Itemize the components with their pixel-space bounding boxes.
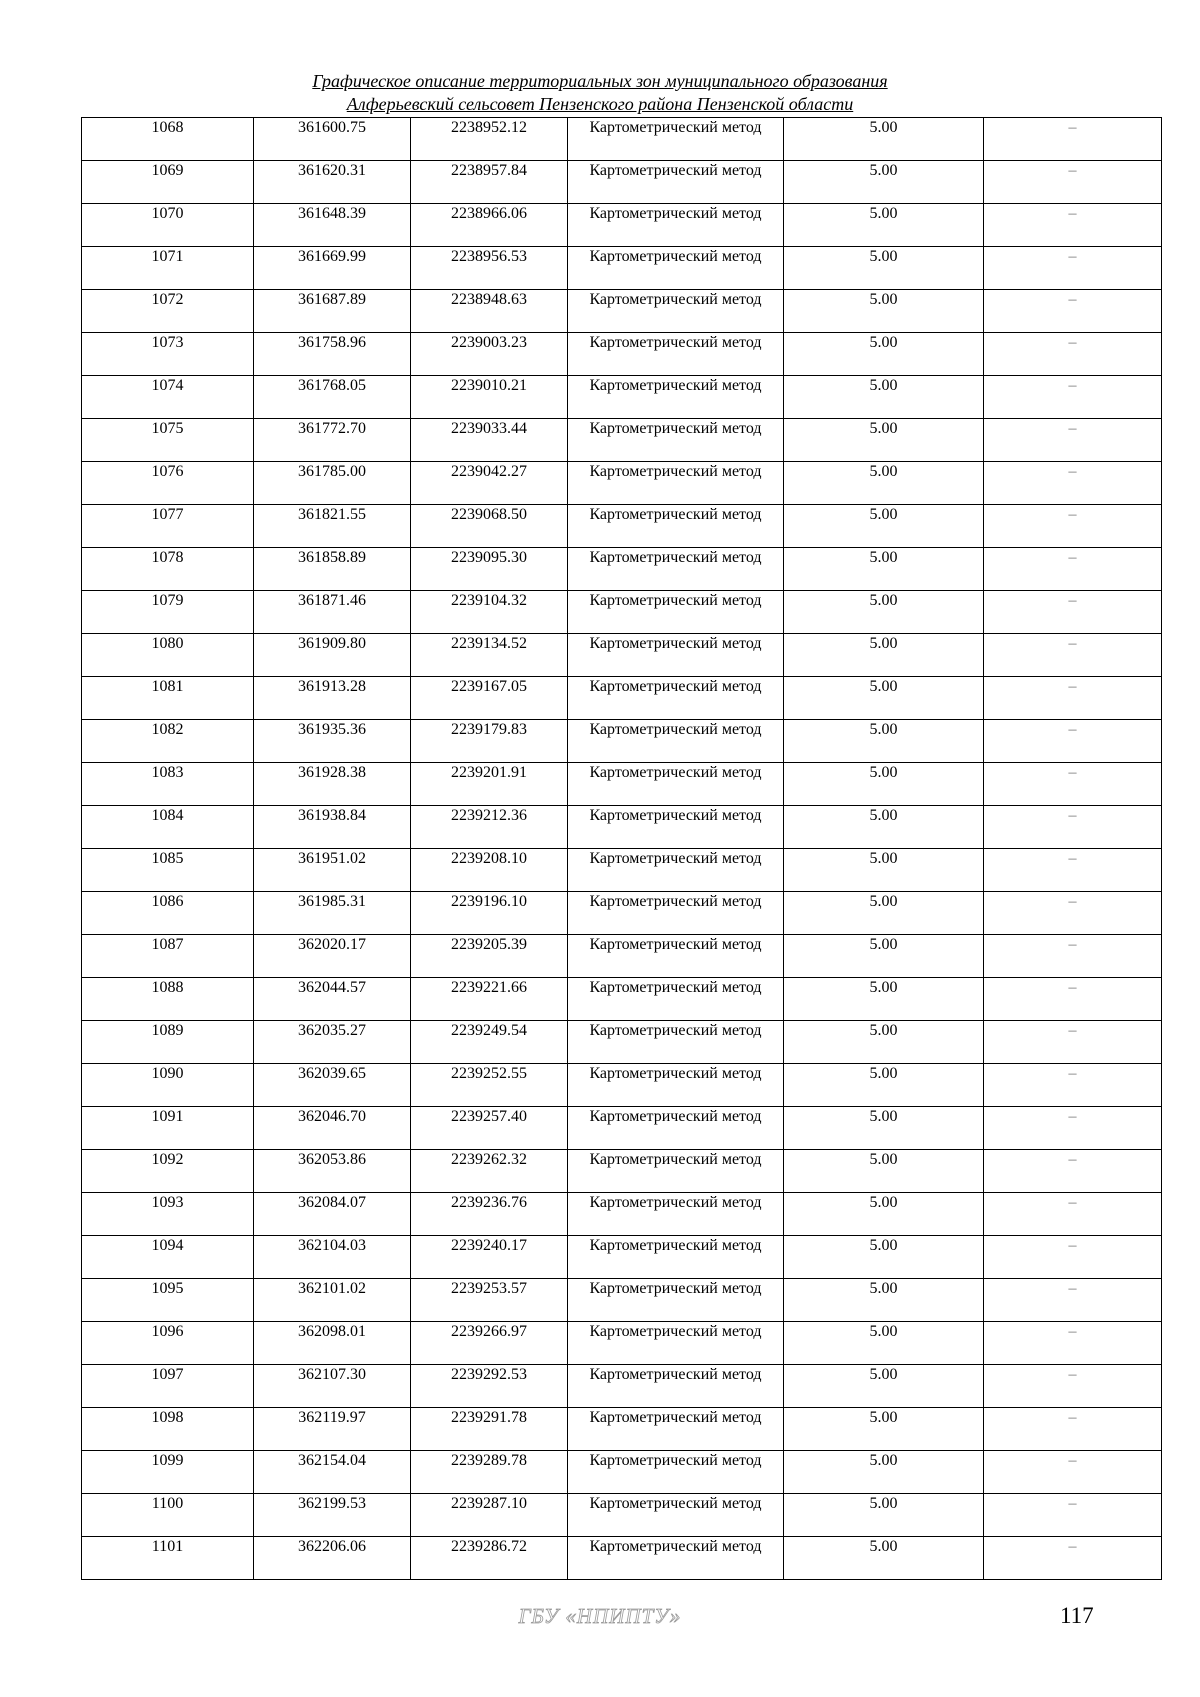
point-number-cell: 1090 xyxy=(82,1064,254,1107)
accuracy-cell: 5.00 xyxy=(784,1150,984,1193)
table-row xyxy=(82,462,1162,505)
y-coordinate-cell: 2239010.21 xyxy=(411,376,568,419)
accuracy-cell: 5.00 xyxy=(784,935,984,978)
table-row xyxy=(82,591,1162,634)
x-coordinate-cell: 362053.86 xyxy=(254,1150,411,1193)
method-cell: Картометрический метод xyxy=(568,1236,784,1279)
method-cell: Картометрический метод xyxy=(568,591,784,634)
x-coordinate-cell: 361951.02 xyxy=(254,849,411,892)
method-cell: Картометрический метод xyxy=(568,505,784,548)
y-coordinate-cell: 2239289.78 xyxy=(411,1451,568,1494)
accuracy-cell: 5.00 xyxy=(784,720,984,763)
accuracy-cell: 5.00 xyxy=(784,1537,984,1580)
method-cell: Картометрический метод xyxy=(568,118,784,161)
table-row xyxy=(82,1107,1162,1150)
x-coordinate-cell: 362046.70 xyxy=(254,1107,411,1150)
table-row xyxy=(82,806,1162,849)
point-number-cell: 1098 xyxy=(82,1408,254,1451)
table-row xyxy=(82,763,1162,806)
y-coordinate-cell: 2239134.52 xyxy=(411,634,568,677)
footer-organization: ГБУ «НПИПТУ» xyxy=(518,1604,682,1628)
y-coordinate-cell: 2239257.40 xyxy=(411,1107,568,1150)
y-coordinate-cell: 2239196.10 xyxy=(411,892,568,935)
y-coordinate-cell: 2239262.32 xyxy=(411,1150,568,1193)
accuracy-cell: 5.00 xyxy=(784,161,984,204)
y-coordinate-cell: 2239292.53 xyxy=(411,1365,568,1408)
method-cell: Картометрический метод xyxy=(568,247,784,290)
note-cell: – xyxy=(984,849,1162,892)
table-row xyxy=(82,1064,1162,1107)
accuracy-cell: 5.00 xyxy=(784,763,984,806)
y-coordinate-cell: 2239033.44 xyxy=(411,419,568,462)
accuracy-cell: 5.00 xyxy=(784,1193,984,1236)
table-row xyxy=(82,677,1162,720)
table-row xyxy=(82,505,1162,548)
y-coordinate-cell: 2239003.23 xyxy=(411,333,568,376)
method-cell: Картометрический метод xyxy=(568,892,784,935)
table-row xyxy=(82,892,1162,935)
accuracy-cell: 5.00 xyxy=(784,806,984,849)
point-number-cell: 1073 xyxy=(82,333,254,376)
y-coordinate-cell: 2238957.84 xyxy=(411,161,568,204)
method-cell: Картометрический метод xyxy=(568,333,784,376)
accuracy-cell: 5.00 xyxy=(784,1107,984,1150)
point-number-cell: 1101 xyxy=(82,1537,254,1580)
point-number-cell: 1089 xyxy=(82,1021,254,1064)
method-cell: Картометрический метод xyxy=(568,1408,784,1451)
point-number-cell: 1092 xyxy=(82,1150,254,1193)
x-coordinate-cell: 361687.89 xyxy=(254,290,411,333)
y-coordinate-cell: 2239179.83 xyxy=(411,720,568,763)
point-number-cell: 1100 xyxy=(82,1494,254,1537)
point-number-cell: 1088 xyxy=(82,978,254,1021)
table-row xyxy=(82,419,1162,462)
point-number-cell: 1091 xyxy=(82,1107,254,1150)
accuracy-cell: 5.00 xyxy=(784,419,984,462)
note-cell: – xyxy=(984,1107,1162,1150)
accuracy-cell: 5.00 xyxy=(784,118,984,161)
x-coordinate-cell: 361928.38 xyxy=(254,763,411,806)
note-cell: – xyxy=(984,1408,1162,1451)
x-coordinate-cell: 361871.46 xyxy=(254,591,411,634)
y-coordinate-cell: 2239104.32 xyxy=(411,591,568,634)
y-coordinate-cell: 2238952.12 xyxy=(411,118,568,161)
x-coordinate-cell: 361985.31 xyxy=(254,892,411,935)
table-row xyxy=(82,1451,1162,1494)
y-coordinate-cell: 2239240.17 xyxy=(411,1236,568,1279)
table-row xyxy=(82,720,1162,763)
x-coordinate-cell: 362020.17 xyxy=(254,935,411,978)
note-cell: – xyxy=(984,548,1162,591)
table-row xyxy=(82,161,1162,204)
y-coordinate-cell: 2239221.66 xyxy=(411,978,568,1021)
method-cell: Картометрический метод xyxy=(568,290,784,333)
x-coordinate-cell: 362104.03 xyxy=(254,1236,411,1279)
table-row xyxy=(82,548,1162,591)
point-number-cell: 1072 xyxy=(82,290,254,333)
accuracy-cell: 5.00 xyxy=(784,892,984,935)
point-number-cell: 1075 xyxy=(82,419,254,462)
point-number-cell: 1086 xyxy=(82,892,254,935)
note-cell: – xyxy=(984,1021,1162,1064)
note-cell: – xyxy=(984,505,1162,548)
point-number-cell: 1094 xyxy=(82,1236,254,1279)
method-cell: Картометрический метод xyxy=(568,1193,784,1236)
x-coordinate-cell: 362107.30 xyxy=(254,1365,411,1408)
table-row xyxy=(82,290,1162,333)
method-cell: Картометрический метод xyxy=(568,1279,784,1322)
y-coordinate-cell: 2239095.30 xyxy=(411,548,568,591)
table-row xyxy=(82,376,1162,419)
note-cell: – xyxy=(984,1451,1162,1494)
accuracy-cell: 5.00 xyxy=(784,1064,984,1107)
point-number-cell: 1069 xyxy=(82,161,254,204)
x-coordinate-cell: 361821.55 xyxy=(254,505,411,548)
note-cell: – xyxy=(984,1279,1162,1322)
method-cell: Картометрический метод xyxy=(568,720,784,763)
method-cell: Картометрический метод xyxy=(568,1537,784,1580)
y-coordinate-cell: 2239042.27 xyxy=(411,462,568,505)
y-coordinate-cell: 2239205.39 xyxy=(411,935,568,978)
note-cell: – xyxy=(984,591,1162,634)
accuracy-cell: 5.00 xyxy=(784,1365,984,1408)
accuracy-cell: 5.00 xyxy=(784,548,984,591)
y-coordinate-cell: 2239236.76 xyxy=(411,1193,568,1236)
note-cell: – xyxy=(984,161,1162,204)
method-cell: Картометрический метод xyxy=(568,849,784,892)
header-title-line-2: Алферьевский сельсовет Пензенского района Пензенской области xyxy=(346,94,854,114)
table-row xyxy=(82,1236,1162,1279)
accuracy-cell: 5.00 xyxy=(784,505,984,548)
table-row xyxy=(82,1494,1162,1537)
method-cell: Картометрический метод xyxy=(568,462,784,505)
x-coordinate-cell: 361768.05 xyxy=(254,376,411,419)
x-coordinate-cell: 361858.89 xyxy=(254,548,411,591)
y-coordinate-cell: 2238966.06 xyxy=(411,204,568,247)
note-cell: – xyxy=(984,204,1162,247)
accuracy-cell: 5.00 xyxy=(784,1322,984,1365)
method-cell: Картометрический метод xyxy=(568,978,784,1021)
point-number-cell: 1085 xyxy=(82,849,254,892)
point-number-cell: 1099 xyxy=(82,1451,254,1494)
note-cell: – xyxy=(984,333,1162,376)
note-cell: – xyxy=(984,763,1162,806)
point-number-cell: 1070 xyxy=(82,204,254,247)
x-coordinate-cell: 361772.70 xyxy=(254,419,411,462)
point-number-cell: 1068 xyxy=(82,118,254,161)
point-number-cell: 1095 xyxy=(82,1279,254,1322)
x-coordinate-cell: 362044.57 xyxy=(254,978,411,1021)
point-number-cell: 1077 xyxy=(82,505,254,548)
point-number-cell: 1078 xyxy=(82,548,254,591)
x-coordinate-cell: 362098.01 xyxy=(254,1322,411,1365)
note-cell: – xyxy=(984,247,1162,290)
x-coordinate-cell: 361938.84 xyxy=(254,806,411,849)
method-cell: Картометрический метод xyxy=(568,1365,784,1408)
table-row xyxy=(82,935,1162,978)
accuracy-cell: 5.00 xyxy=(784,462,984,505)
point-number-cell: 1081 xyxy=(82,677,254,720)
point-number-cell: 1082 xyxy=(82,720,254,763)
point-number-cell: 1074 xyxy=(82,376,254,419)
table-row xyxy=(82,1021,1162,1064)
x-coordinate-cell: 362119.97 xyxy=(254,1408,411,1451)
point-number-cell: 1093 xyxy=(82,1193,254,1236)
note-cell: – xyxy=(984,935,1162,978)
note-cell: – xyxy=(984,290,1162,333)
x-coordinate-cell: 362199.53 xyxy=(254,1494,411,1537)
table-row xyxy=(82,1279,1162,1322)
x-coordinate-cell: 362206.06 xyxy=(254,1537,411,1580)
point-number-cell: 1096 xyxy=(82,1322,254,1365)
x-coordinate-cell: 361913.28 xyxy=(254,677,411,720)
accuracy-cell: 5.00 xyxy=(784,376,984,419)
coordinates-table xyxy=(81,117,1162,1580)
point-number-cell: 1079 xyxy=(82,591,254,634)
note-cell: – xyxy=(984,1193,1162,1236)
table-row xyxy=(82,978,1162,1021)
point-number-cell: 1087 xyxy=(82,935,254,978)
table-row xyxy=(82,849,1162,892)
y-coordinate-cell: 2238956.53 xyxy=(411,247,568,290)
method-cell: Картометрический метод xyxy=(568,376,784,419)
header-title-line-1: Графическое описание территориальных зон муниципального образования xyxy=(312,71,888,91)
accuracy-cell: 5.00 xyxy=(784,204,984,247)
y-coordinate-cell: 2239253.57 xyxy=(411,1279,568,1322)
y-coordinate-cell: 2239266.97 xyxy=(411,1322,568,1365)
table-row xyxy=(82,1537,1162,1580)
y-coordinate-cell: 2239212.36 xyxy=(411,806,568,849)
table-row xyxy=(82,1150,1162,1193)
point-number-cell: 1080 xyxy=(82,634,254,677)
point-number-cell: 1083 xyxy=(82,763,254,806)
method-cell: Картометрический метод xyxy=(568,1322,784,1365)
x-coordinate-cell: 361785.00 xyxy=(254,462,411,505)
method-cell: Картометрический метод xyxy=(568,1021,784,1064)
table-row xyxy=(82,204,1162,247)
x-coordinate-cell: 362101.02 xyxy=(254,1279,411,1322)
table-row xyxy=(82,118,1162,161)
table-row xyxy=(82,1322,1162,1365)
x-coordinate-cell: 362035.27 xyxy=(254,1021,411,1064)
y-coordinate-cell: 2239201.91 xyxy=(411,763,568,806)
y-coordinate-cell: 2239208.10 xyxy=(411,849,568,892)
accuracy-cell: 5.00 xyxy=(784,1279,984,1322)
y-coordinate-cell: 2239167.05 xyxy=(411,677,568,720)
y-coordinate-cell: 2239252.55 xyxy=(411,1064,568,1107)
x-coordinate-cell: 361620.31 xyxy=(254,161,411,204)
note-cell: – xyxy=(984,1365,1162,1408)
point-number-cell: 1076 xyxy=(82,462,254,505)
accuracy-cell: 5.00 xyxy=(784,247,984,290)
y-coordinate-cell: 2239291.78 xyxy=(411,1408,568,1451)
coordinates-table-body xyxy=(82,118,1162,1580)
note-cell: – xyxy=(984,462,1162,505)
method-cell: Картометрический метод xyxy=(568,548,784,591)
accuracy-cell: 5.00 xyxy=(784,290,984,333)
method-cell: Картометрический метод xyxy=(568,806,784,849)
table-row xyxy=(82,1193,1162,1236)
x-coordinate-cell: 362154.04 xyxy=(254,1451,411,1494)
accuracy-cell: 5.00 xyxy=(784,1236,984,1279)
table-row xyxy=(82,333,1162,376)
note-cell: – xyxy=(984,1150,1162,1193)
method-cell: Картометрический метод xyxy=(568,1494,784,1537)
point-number-cell: 1071 xyxy=(82,247,254,290)
note-cell: – xyxy=(984,1537,1162,1580)
y-coordinate-cell: 2239249.54 xyxy=(411,1021,568,1064)
table-row xyxy=(82,247,1162,290)
y-coordinate-cell: 2239287.10 xyxy=(411,1494,568,1537)
method-cell: Картометрический метод xyxy=(568,419,784,462)
table-row xyxy=(82,1408,1162,1451)
method-cell: Картометрический метод xyxy=(568,1451,784,1494)
note-cell: – xyxy=(984,978,1162,1021)
table-row xyxy=(82,634,1162,677)
method-cell: Картометрический метод xyxy=(568,763,784,806)
accuracy-cell: 5.00 xyxy=(784,634,984,677)
x-coordinate-cell: 361600.75 xyxy=(254,118,411,161)
method-cell: Картометрический метод xyxy=(568,204,784,247)
accuracy-cell: 5.00 xyxy=(784,1408,984,1451)
note-cell: – xyxy=(984,118,1162,161)
method-cell: Картометрический метод xyxy=(568,161,784,204)
accuracy-cell: 5.00 xyxy=(784,591,984,634)
note-cell: – xyxy=(984,1236,1162,1279)
y-coordinate-cell: 2238948.63 xyxy=(411,290,568,333)
x-coordinate-cell: 361935.36 xyxy=(254,720,411,763)
x-coordinate-cell: 361648.39 xyxy=(254,204,411,247)
accuracy-cell: 5.00 xyxy=(784,333,984,376)
accuracy-cell: 5.00 xyxy=(784,677,984,720)
point-number-cell: 1084 xyxy=(82,806,254,849)
method-cell: Картометрический метод xyxy=(568,634,784,677)
x-coordinate-cell: 362084.07 xyxy=(254,1193,411,1236)
method-cell: Картометрический метод xyxy=(568,1150,784,1193)
note-cell: – xyxy=(984,1064,1162,1107)
x-coordinate-cell: 361669.99 xyxy=(254,247,411,290)
note-cell: – xyxy=(984,1322,1162,1365)
y-coordinate-cell: 2239068.50 xyxy=(411,505,568,548)
note-cell: – xyxy=(984,892,1162,935)
note-cell: – xyxy=(984,1494,1162,1537)
table-row xyxy=(82,1365,1162,1408)
note-cell: – xyxy=(984,720,1162,763)
accuracy-cell: 5.00 xyxy=(784,1451,984,1494)
note-cell: – xyxy=(984,806,1162,849)
method-cell: Картометрический метод xyxy=(568,1064,784,1107)
x-coordinate-cell: 361909.80 xyxy=(254,634,411,677)
page-number: 117 xyxy=(1060,1603,1094,1628)
y-coordinate-cell: 2239286.72 xyxy=(411,1537,568,1580)
accuracy-cell: 5.00 xyxy=(784,849,984,892)
method-cell: Картометрический метод xyxy=(568,935,784,978)
note-cell: – xyxy=(984,634,1162,677)
note-cell: – xyxy=(984,376,1162,419)
point-number-cell: 1097 xyxy=(82,1365,254,1408)
method-cell: Картометрический метод xyxy=(568,1107,784,1150)
accuracy-cell: 5.00 xyxy=(784,1021,984,1064)
note-cell: – xyxy=(984,677,1162,720)
x-coordinate-cell: 362039.65 xyxy=(254,1064,411,1107)
document-header xyxy=(0,70,1200,116)
x-coordinate-cell: 361758.96 xyxy=(254,333,411,376)
method-cell: Картометрический метод xyxy=(568,677,784,720)
accuracy-cell: 5.00 xyxy=(784,978,984,1021)
note-cell: – xyxy=(984,419,1162,462)
accuracy-cell: 5.00 xyxy=(784,1494,984,1537)
